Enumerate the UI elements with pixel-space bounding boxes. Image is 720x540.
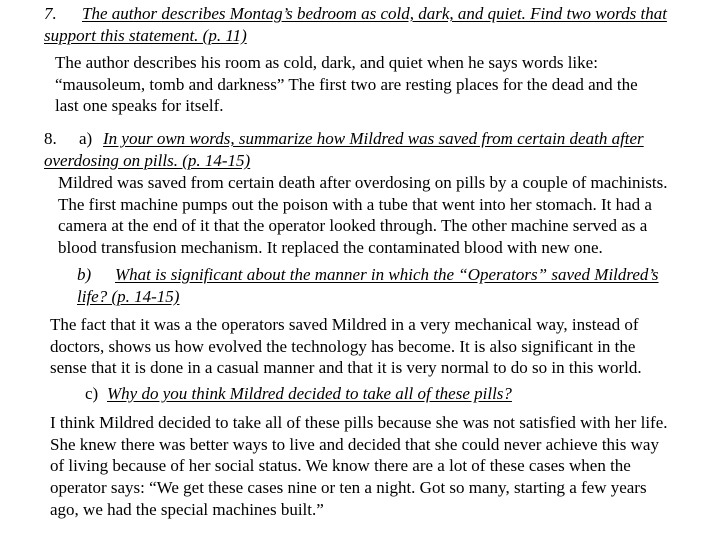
question-8a-text-1: In your own words, summarize how Mildred was saved from certain death after [103, 129, 644, 148]
question-8b-line-2: life? (p. 14-15) [77, 286, 180, 306]
question-8c [85, 383, 512, 405]
answer-7 [55, 52, 638, 117]
answer-8c-line-3: of living because of her social status. We know there are a lot of these cases when the [50, 456, 631, 476]
question-7 [44, 3, 667, 46]
answer-8a-line-4: blood transfusion mechanism. It replaced the contaminated blood with new one. [58, 238, 603, 258]
question-7-line-2: support this statement. (p. 11) [44, 25, 247, 45]
question-8c-label: c) [85, 384, 99, 403]
answer-8c-line-5: ago, we had the special machines built.” [50, 499, 324, 519]
answer-8b-line-2: doctors, shows us how evolved the technology has become. It is also significant in the [50, 336, 636, 356]
question-8b-label: b) [77, 265, 92, 284]
question-8a-line-2: overdosing on pills. (p. 14-15) [44, 150, 251, 170]
answer-8c [50, 412, 668, 521]
question-8a-line-1 [44, 128, 644, 150]
answer-8b [50, 314, 642, 379]
answer-8b-line-1: The fact that it was a the operators saved Mildred in a very mechanical way, instead of [50, 315, 639, 334]
answer-8c-line-1: I think Mildred decided to take all of these pills because she was not satisfied with her life. [50, 413, 668, 432]
answer-8a-line-3: camera at the end of it that the operator looked through. The other machine served as a [58, 216, 648, 236]
question-8b-text-1: What is significant about the manner in which the “Operators” saved Mildred’s [115, 265, 659, 284]
question-8a-label: a) [79, 129, 93, 148]
question-8c-line-1 [85, 383, 512, 405]
question-7-number: 7. [44, 4, 57, 23]
answer-7-line-1: The author describes his room as cold, dark, and quiet when he says words like: [55, 53, 598, 72]
question-8c-text-1: Why do you think Mildred decided to take all of these pills? [107, 384, 512, 403]
answer-8c-line-4: operator says: “We get these cases nine or ten a night. Got so many, starting a few years [50, 478, 647, 498]
answer-8b-line-3: sense that it is done in a casual manner and that it is very normal to do so in this world. [50, 358, 642, 378]
question-8-number: 8. [44, 129, 57, 148]
answer-8a [58, 172, 667, 259]
answer-7-line-3: last one speaks for itself. [55, 96, 224, 116]
question-7-line-1 [44, 3, 667, 25]
answer-7-line-2: “mausoleum, tomb and darkness” The first two are resting places for the dead and the [55, 74, 638, 94]
question-8b [77, 264, 659, 307]
answer-8a-line-1: Mildred was saved from certain death after overdosing on pills by a couple of machinists. [58, 173, 668, 192]
question-7-text-1: The author describes Montag’s bedroom as cold, dark, and quiet. Find two words that [82, 4, 667, 23]
answer-8a-line-2: The first machine pumps out the poison with a tube that went into her stomach. It had a [58, 194, 652, 214]
answer-8c-line-2: She knew there was better ways to live and decided that she could never achieve this way [50, 434, 659, 454]
question-8b-line-1 [77, 264, 659, 286]
question-8a [44, 128, 644, 171]
